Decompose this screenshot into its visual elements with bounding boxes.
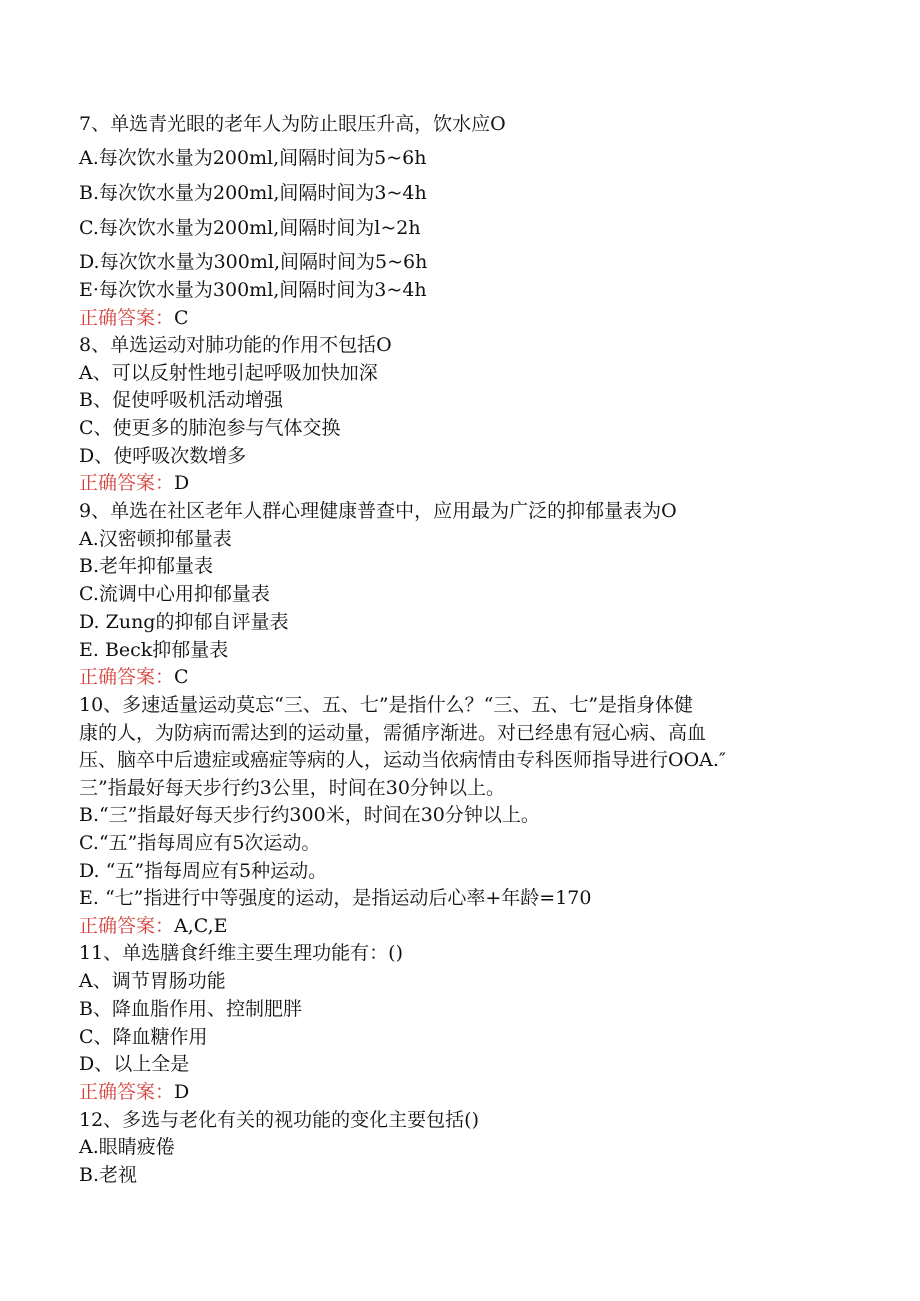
text-line: C.每次饮水量为200ml,间隔时间为l~2h (79, 217, 421, 239)
answer-value: C (174, 307, 189, 329)
text-line: 三”指最好每天步行约3公里，时间在30分钟以上。 (79, 777, 505, 799)
text-line: B、降血脂作用、控制肥胖 (79, 998, 302, 1020)
text-line: A.眼睛疲倦 (79, 1136, 175, 1158)
answer-line (79, 1080, 189, 1104)
text-line: 7、单选青光眼的老年人为防止眼压升高，饮水应O (79, 113, 506, 135)
text-line: B.老年抑郁量表 (79, 555, 214, 577)
text-line: 压、脑卒中后遗症或癌症等病的人，运动当依病情由专科医师指导进行OOA.″ (79, 749, 727, 771)
answer-label: 正确答案： (79, 915, 175, 937)
text-line: C、使更多的肺泡参与气体交换 (79, 417, 341, 439)
text-line: C、降血糖作用 (79, 1026, 208, 1048)
answer-value: A,C,E (174, 915, 228, 937)
text-line: C.“五”指每周应有5次运动。 (79, 832, 321, 854)
text-line: D.每次饮水量为300ml,间隔时间为5~6h (79, 251, 428, 273)
answer-line (79, 665, 189, 689)
answer-label: 正确答案： (79, 1081, 175, 1103)
text-line: 9、单选在社区老年人群心理健康普查中，应用最为广泛的抑郁量表为O (79, 500, 677, 522)
text-line: E. “七”指进行中等强度的运动，是指运动后心率+年龄=170 (79, 887, 592, 909)
text-line: A、调节胃肠功能 (79, 970, 226, 992)
text-line: 10、多速适量运动莫忘“三、五、七”是指什么？“三、五、七”是指身体健 (79, 694, 694, 716)
text-line: C.流调中心用抑郁量表 (79, 583, 270, 605)
answer-value: D (174, 1081, 190, 1103)
text-line: E. Beck抑郁量表 (79, 639, 229, 661)
text-line: 8、单选运动对肺功能的作用不包括O (79, 334, 392, 356)
text-line: A、可以反射性地引起呼吸加快加深 (79, 362, 378, 384)
text-line: 康的人，为防病而需达到的运动量，需循序渐进。对已经患有冠心病、高血 (79, 722, 707, 744)
text-line: 11、单选膳食纤维主要生理功能有：() (79, 942, 404, 964)
text-line: B.“三”指最好每天步行约300米，时间在30分钟以上。 (79, 804, 540, 826)
text-line: A.汉密顿抑郁量表 (79, 528, 232, 550)
text-line: D. “五”指每周应有5种运动。 (79, 860, 328, 882)
answer-line (79, 471, 189, 495)
text-line: B.老视 (79, 1164, 138, 1186)
text-line: D、使呼吸次数增多 (79, 445, 247, 467)
answer-value: C (174, 666, 189, 688)
answer-line (79, 914, 228, 938)
text-line: B、促使呼吸机活动增强 (79, 389, 283, 411)
answer-value: D (174, 472, 190, 494)
text-line: 12、多选与老化有关的视功能的变化主要包括() (79, 1109, 480, 1131)
text-line: E·每次饮水量为300ml,间隔时间为3~4h (79, 279, 427, 301)
answer-label: 正确答案： (79, 666, 175, 688)
text-line: D. Zung的抑郁自评量表 (79, 611, 289, 633)
text-line: D、以上全是 (79, 1053, 190, 1075)
answer-line (79, 306, 189, 330)
answer-label: 正确答案： (79, 472, 175, 494)
answer-label: 正确答案： (79, 307, 175, 329)
text-line: B.每次饮水量为200ml,间隔时间为3~4h (79, 182, 427, 204)
text-line: A.每次饮水量为200ml,间隔时间为5~6h (79, 147, 427, 169)
